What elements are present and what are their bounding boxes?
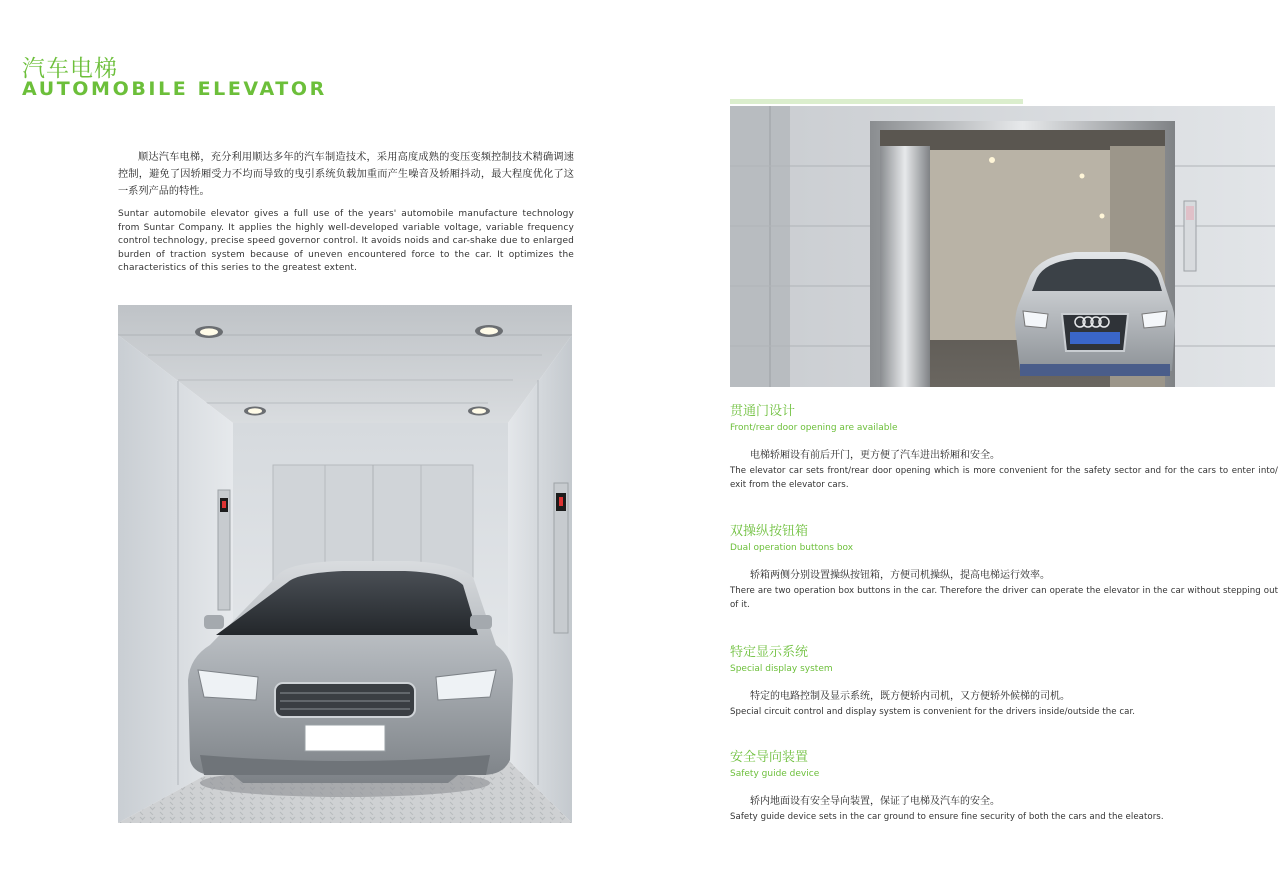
intro-paragraph-cn: 顺达汽车电梯，充分利用顺达多年的汽车制造技术，采用高度成熟的变压变频控制技术精确调速控制，避免了因轿厢受力不均而导致的曳引系统负载加重而产生噪音及轿厢抖动，最大程度优化了这一系列产品的特性。	[118, 152, 574, 197]
feature-title-cn: 特定显示系统	[730, 645, 809, 660]
feature-title-en: Special display system	[730, 664, 833, 674]
feature-title-en: Safety guide device	[730, 769, 820, 779]
page-title-en: AUTOMOBILE ELEVATOR	[22, 78, 327, 100]
feature-body-cn: 轿箱两侧分别设置操纵按钮箱，方便司机操纵，提高电梯运行效率。	[750, 570, 1050, 581]
feature-body-cn: 电梯轿厢设有前后开门，更方便了汽车进出轿厢和安全。	[750, 450, 1000, 461]
car-entering-elevator-photo	[730, 106, 1275, 387]
feature-dual-buttons	[730, 524, 1278, 612]
feature-title-en: Front/rear door opening are available	[730, 423, 898, 433]
feature-body-en: Special circuit control and display system is convenient for the drivers inside/outside the car.	[730, 707, 1136, 717]
feature-body-cn: 特定的电路控制及显示系统，既方便轿内司机，又方便轿外候梯的司机。	[750, 691, 1070, 702]
feature-title-en: Dual operation buttons box	[730, 543, 854, 553]
feature-body-en: There are two operation box buttons in the car. Therefore the driver can operate the elevator in the car without stepping out of it.	[730, 586, 1278, 610]
feature-through-door	[730, 404, 1278, 492]
elevator-interior-photo	[118, 305, 572, 823]
feature-title-cn: 贯通门设计	[730, 404, 796, 419]
feature-body-en: Safety guide device sets in the car ground to ensure fine security of both the cars and the eleators.	[730, 812, 1164, 822]
page-title-cn: 汽车电梯	[22, 56, 118, 82]
feature-title-cn: 双操纵按钮箱	[730, 524, 809, 539]
feature-display-system	[730, 645, 1278, 720]
feature-safety-guide	[730, 750, 1278, 825]
decorative-green-bar	[730, 99, 1023, 104]
feature-body-cn: 轿内地面设有安全导向装置，保证了电梯及汽车的安全。	[750, 796, 1000, 807]
feature-body-en: The elevator car sets front/rear door opening which is more convenient for the safety sector and for the cars to enter into/ exit from the elevator cars.	[730, 466, 1278, 490]
intro-paragraph-en: Suntar automobile elevator gives a full use of the years' automobile manufacture technology from Suntar Company. It applies the highly well-developed variable voltage, variable frequency control technology, precise speed governor control. It avoids noids and car-shake due to enlarged burden of traction system because of uneven encountered force to the car. It optimizes the characteristics of this series to the greatest extent.	[118, 209, 574, 274]
feature-title-cn: 安全导向装置	[730, 750, 809, 765]
